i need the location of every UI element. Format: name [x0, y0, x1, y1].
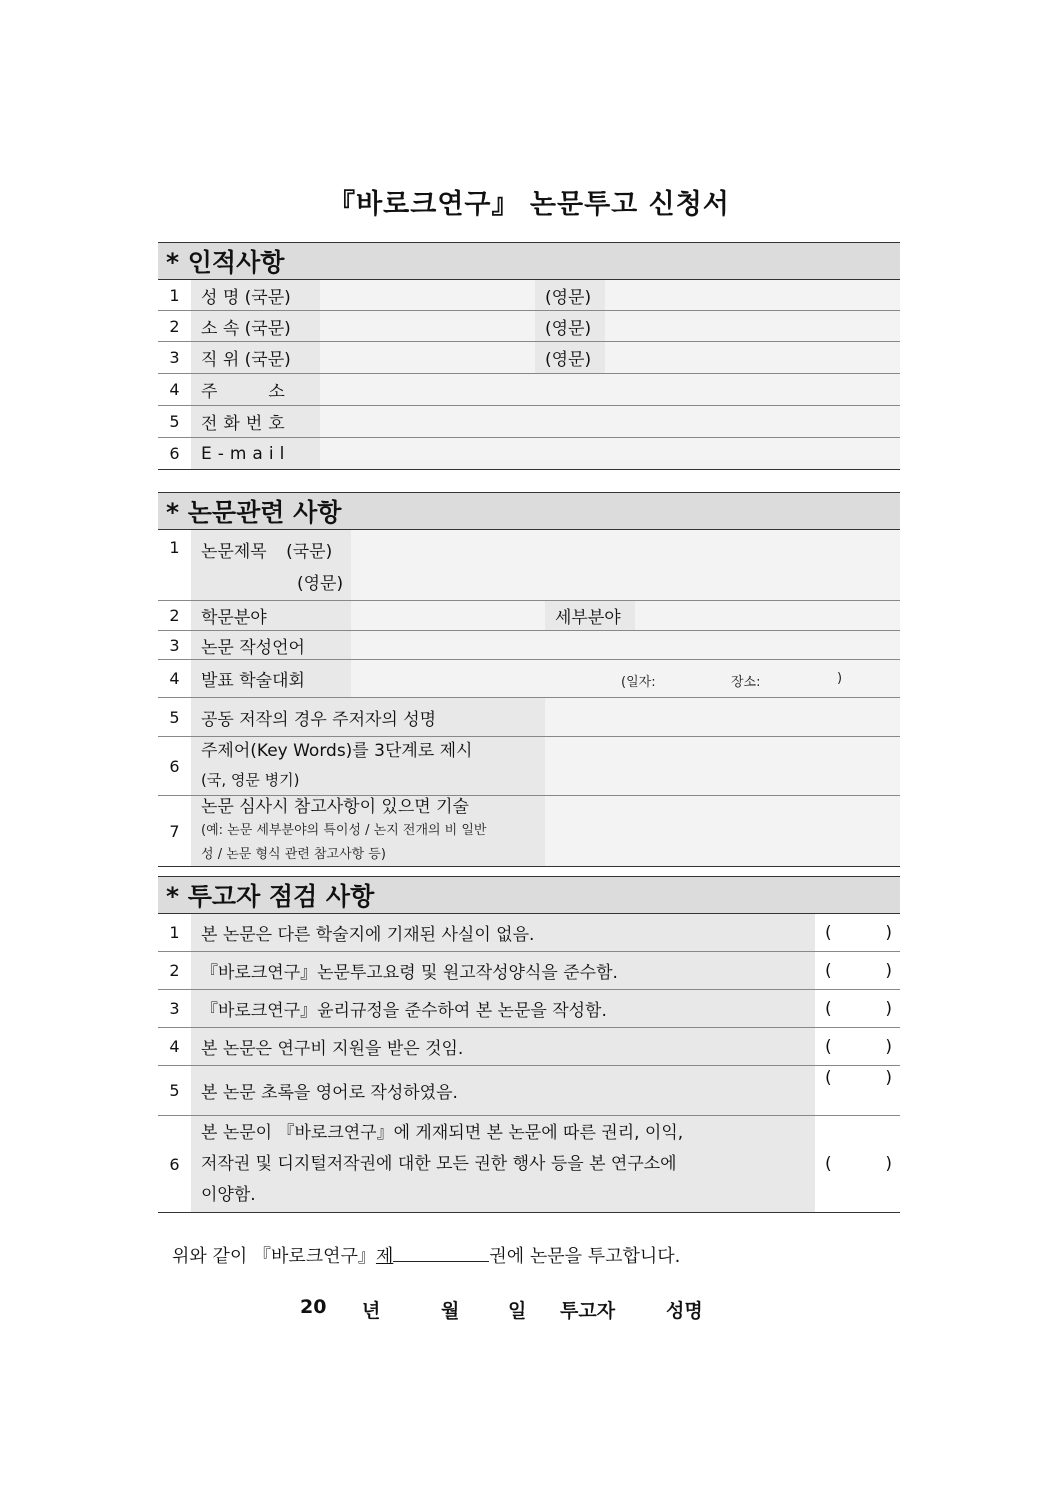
open-paren: (	[825, 1068, 832, 1088]
affiliation-english-field[interactable]	[605, 311, 900, 342]
review-notes-field[interactable]	[545, 796, 900, 867]
address-field[interactable]	[320, 374, 900, 406]
checkbox-5[interactable]	[815, 1066, 900, 1116]
row-number: 6	[158, 438, 191, 470]
row-number: 2	[158, 601, 191, 631]
check-item-text: 『바로크연구』논문투고요령 및 원고작성양식을 준수함.	[191, 952, 815, 990]
row-number: 6	[158, 1116, 191, 1213]
field-input[interactable]	[351, 601, 545, 631]
affiliation-korean-field[interactable]	[320, 311, 535, 342]
close-paren: )	[885, 1068, 893, 1088]
year-prefix: 20	[300, 1296, 327, 1318]
volume-prefix: 제	[375, 1246, 394, 1267]
open-paren: (	[825, 1154, 832, 1174]
name-english-label: (영문)	[535, 280, 605, 311]
personal-info-table	[158, 242, 900, 470]
review-notes-line3: 성 / 논문 형식 관련 참고사항 등)	[201, 847, 386, 862]
row-number: 2	[158, 311, 191, 342]
subfield-label: 세부분야	[545, 601, 635, 631]
statement-suffix: 에 논문을 투고합니다.	[506, 1246, 681, 1267]
conference-close-paren: )	[837, 671, 843, 686]
statement-prefix: 위와 같이 『바로크연구』	[172, 1246, 376, 1267]
month-label: 월	[441, 1300, 460, 1322]
check-item-line2: 저작권 및 디지털저작권에 대한 모든 권한 행사 등을 본 연구소에	[201, 1153, 677, 1174]
name-signature-label: 성명	[666, 1300, 703, 1322]
close-paren: )	[885, 1036, 893, 1057]
row-number: 1	[158, 530, 191, 601]
paper-title-label	[191, 530, 351, 601]
row-number: 6	[158, 737, 191, 796]
affiliation-english-label: (영문)	[535, 311, 605, 342]
position-english-label: (영문)	[535, 342, 605, 374]
position-label: 직 위 (국문)	[191, 342, 320, 374]
review-notes-line2: (예: 논문 세부분야의 특이성 / 논지 전개의 비 일반	[201, 823, 487, 838]
affiliation-label: 소 속 (국문)	[191, 311, 320, 342]
section-heading-checklist: * 투고자 점검 사항	[158, 877, 900, 914]
row-number: 2	[158, 952, 191, 990]
field-label: 학문분야	[191, 601, 351, 631]
keywords-field[interactable]	[545, 737, 900, 796]
check-item-text: 본 논문은 연구비 지원을 받은 것임.	[191, 1028, 815, 1066]
phone-field[interactable]	[320, 406, 900, 438]
review-notes-label	[191, 796, 545, 867]
checkbox-4[interactable]	[815, 1028, 900, 1066]
row-number: 3	[158, 990, 191, 1028]
section-heading-personal: * 인적사항	[158, 243, 900, 280]
check-item-text	[191, 1116, 815, 1213]
year-label: 년	[362, 1300, 381, 1322]
subfield-input[interactable]	[635, 601, 900, 631]
phone-label: 전화번호	[191, 406, 320, 438]
row-number: 4	[158, 1028, 191, 1066]
check-item-line1: 본 논문이 『바로크연구』에 게재되면 본 논문에 따른 권리, 이익,	[201, 1122, 684, 1143]
paper-title-korean-label: (국문)	[286, 542, 333, 562]
coauthor-label: 공동 저작의 경우 주저자의 성명	[191, 698, 545, 737]
conference-date-label: (일자:	[621, 675, 656, 690]
open-paren: (	[825, 1036, 832, 1057]
close-paren: )	[885, 960, 893, 981]
check-item-text: 본 논문 초록을 영어로 작성하였음.	[191, 1066, 815, 1116]
submission-statement	[172, 1242, 680, 1268]
day-label: 일	[508, 1300, 527, 1322]
row-number: 1	[158, 914, 191, 952]
checkbox-1[interactable]	[815, 914, 900, 952]
coauthor-field[interactable]	[545, 698, 900, 737]
paper-title-field[interactable]	[351, 530, 900, 601]
close-paren: )	[885, 922, 893, 943]
paper-title-english-label: (영문)	[297, 574, 344, 594]
row-number: 1	[158, 280, 191, 311]
email-label: E-mail	[191, 438, 320, 470]
row-number: 4	[158, 374, 191, 406]
checkbox-3[interactable]	[815, 990, 900, 1028]
submitter-label: 투고자	[560, 1300, 616, 1322]
name-english-field[interactable]	[605, 280, 900, 311]
checkbox-2[interactable]	[815, 952, 900, 990]
close-paren: )	[885, 1154, 893, 1174]
row-number: 3	[158, 631, 191, 660]
keywords-label-line2: (국, 영문 병기)	[201, 771, 300, 789]
open-paren: (	[825, 998, 832, 1019]
address-label: 주 소	[191, 374, 320, 406]
conference-place-label: 장소:	[731, 675, 761, 690]
checklist-table	[158, 876, 900, 1213]
check-item-line3: 이양함.	[201, 1184, 256, 1205]
name-korean-field[interactable]	[320, 280, 535, 311]
language-label: 논문 작성언어	[191, 631, 351, 660]
email-field[interactable]	[320, 438, 900, 470]
volume-blank[interactable]	[393, 1261, 489, 1262]
row-number: 5	[158, 406, 191, 438]
row-number: 5	[158, 1066, 191, 1116]
review-notes-line1: 논문 심사시 참고사항이 있으면 기술	[201, 797, 469, 817]
volume-suffix: 권	[489, 1246, 507, 1267]
row-number: 4	[158, 660, 191, 698]
position-english-field[interactable]	[605, 342, 900, 374]
checkbox-6[interactable]	[815, 1116, 900, 1213]
position-korean-field[interactable]	[320, 342, 535, 374]
open-paren: (	[825, 922, 832, 943]
name-label: 성 명 (국문)	[191, 280, 320, 311]
page-title: 『바로크연구』 논문투고 신청서	[328, 189, 730, 220]
keywords-label-line1: 주제어(Key Words)를 3단계로 제시	[201, 741, 473, 761]
row-number: 5	[158, 698, 191, 737]
check-item-text: 『바로크연구』윤리규정을 준수하여 본 논문을 작성함.	[191, 990, 815, 1028]
keywords-label	[191, 737, 545, 796]
check-item-text: 본 논문은 다른 학술지에 기재된 사실이 없음.	[191, 914, 815, 952]
close-paren: )	[885, 998, 893, 1019]
conference-label: 발표 학술대회	[191, 660, 351, 698]
open-paren: (	[825, 960, 832, 981]
conference-field[interactable]	[351, 660, 900, 698]
language-field[interactable]	[351, 631, 900, 660]
paper-info-table	[158, 492, 900, 867]
row-number: 7	[158, 796, 191, 867]
row-number: 3	[158, 342, 191, 374]
paper-title-text: 논문제목	[201, 542, 267, 562]
section-heading-paper: * 논문관련 사항	[158, 493, 900, 530]
